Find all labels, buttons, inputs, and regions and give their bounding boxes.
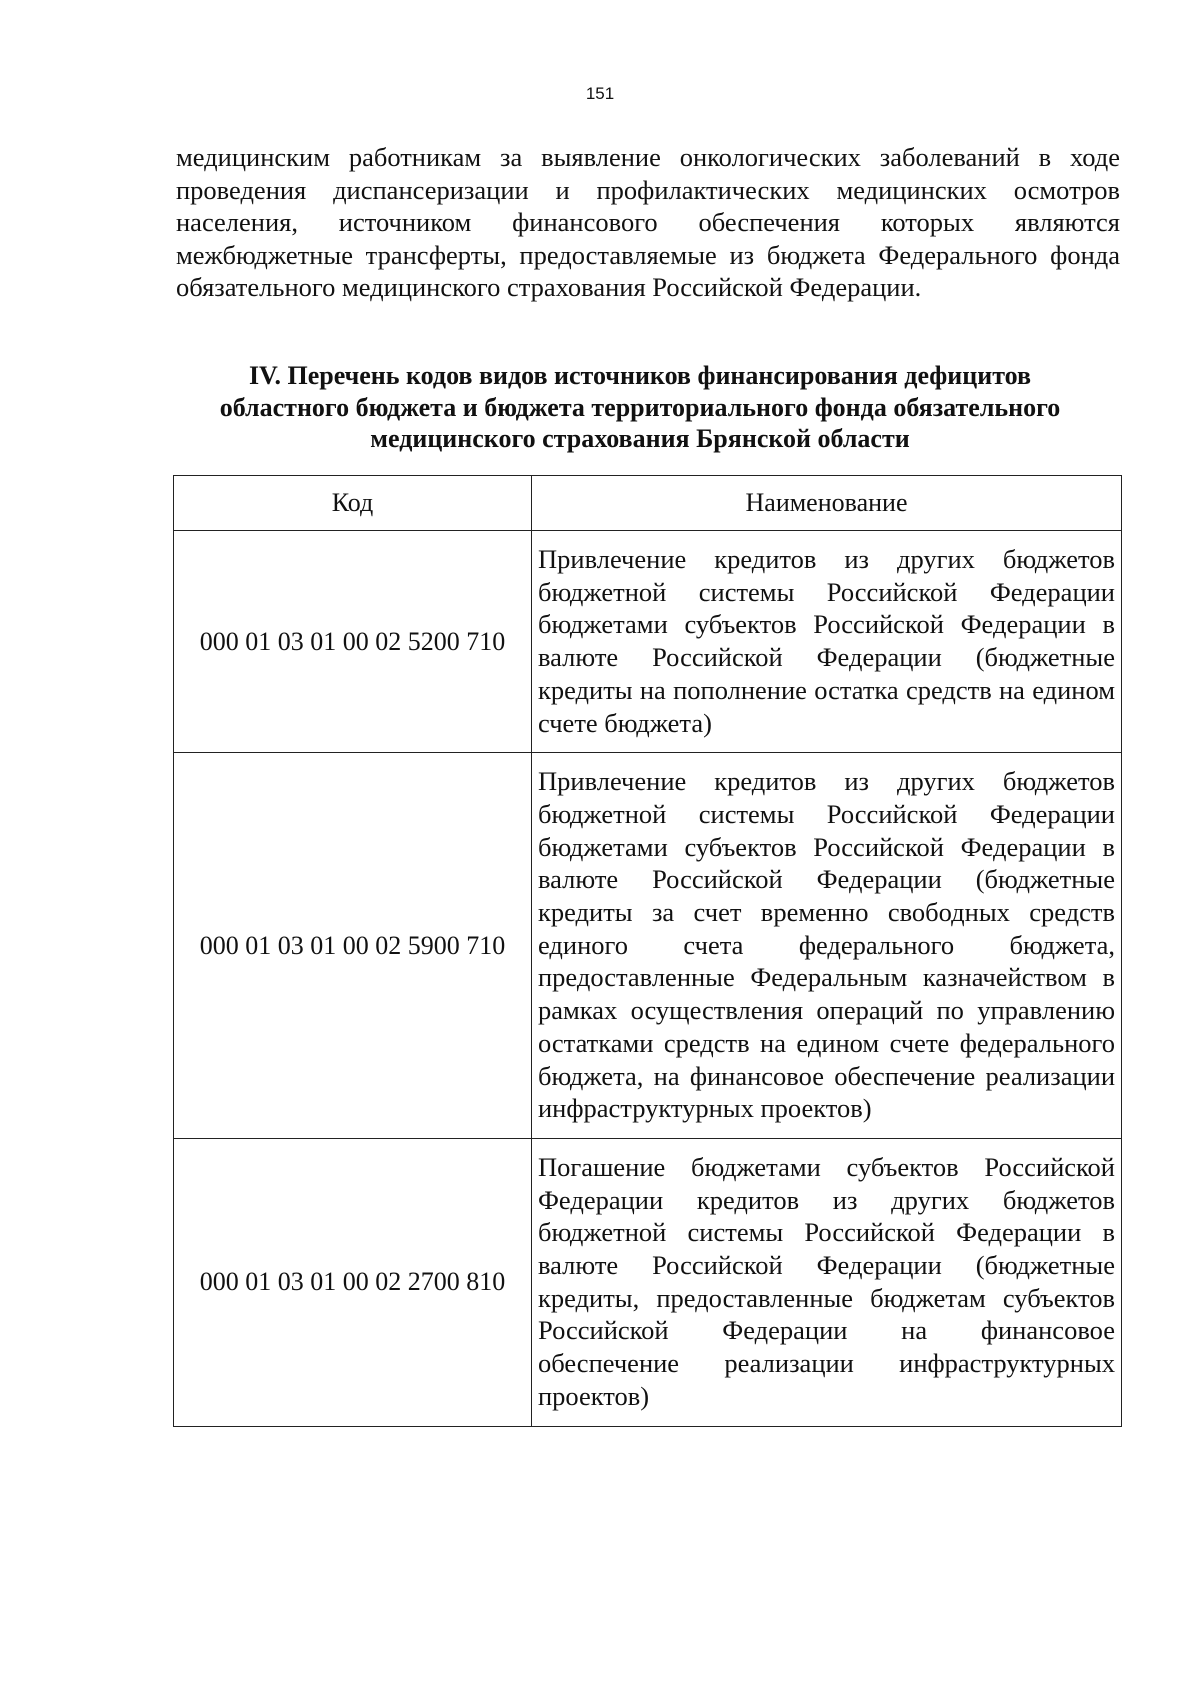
table-row [174, 531, 1122, 753]
section-title-line: IV. Перечень кодов видов источников финансирования дефицитов [248, 361, 1032, 390]
section-title-line: медицинского страхования Брянской области [370, 424, 910, 453]
page-number: 151 [585, 84, 615, 103]
code-cell: 000 01 03 01 00 02 2700 810 [174, 1138, 532, 1426]
name-cell: Привлечение кредитов из других бюджетов бюджетной системы Российской Федерации бюджетами субъектов Российской Федерации в валюте Российской Федерации (бюджетные кредиты за счет временно свободных средств единого счета федерального бюджета, предоставленные Федеральным казначейством в рамках осуществления операций по управлению остатками средств на едином счете федерального бюджета, на финансовое обеспечение реализации инфраструктурных проектов) [532, 753, 1122, 1139]
table-row [174, 1138, 1122, 1426]
name-cell: Привлечение кредитов из других бюджетов бюджетной системы Российской Федерации бюджетами субъектов Российской Федерации в валюте Российской Федерации (бюджетные кредиты на пополнение остатка средств на едином счете бюджета) [532, 531, 1122, 753]
table-header-row [174, 476, 1122, 531]
codes-table [173, 475, 1122, 1427]
header-code: Код [174, 476, 532, 531]
code-cell: 000 01 03 01 00 02 5200 710 [174, 531, 532, 753]
header-name: Наименование [532, 476, 1122, 531]
section-title-line: областного бюджета и бюджета территориального фонда обязательного [219, 392, 1061, 422]
code-cell: 000 01 03 01 00 02 5900 710 [174, 753, 532, 1139]
name-cell: Погашение бюджетами субъектов Российской Федерации кредитов из других бюджетов бюджетной системы Российской Федерации в валюте Российской Федерации (бюджетные кредиты, предоставленные бюджетам субъектов Российской Федерации на финансовое обеспечение реализации инфраструктурных проектов) [532, 1138, 1122, 1426]
section-title [140, 360, 1140, 455]
table-row [174, 753, 1122, 1139]
intro-paragraph: медицинским работникам за выявление онкологических заболеваний в ходе проведения диспансеризации и профилактических медицинских осмотров населения, источником финансового обеспечения которых являются межбюджетные трансферты, предоставляемые из бюджета Федерального фонда обязательного медицинского страхования Российской Федерации. [176, 142, 1120, 302]
